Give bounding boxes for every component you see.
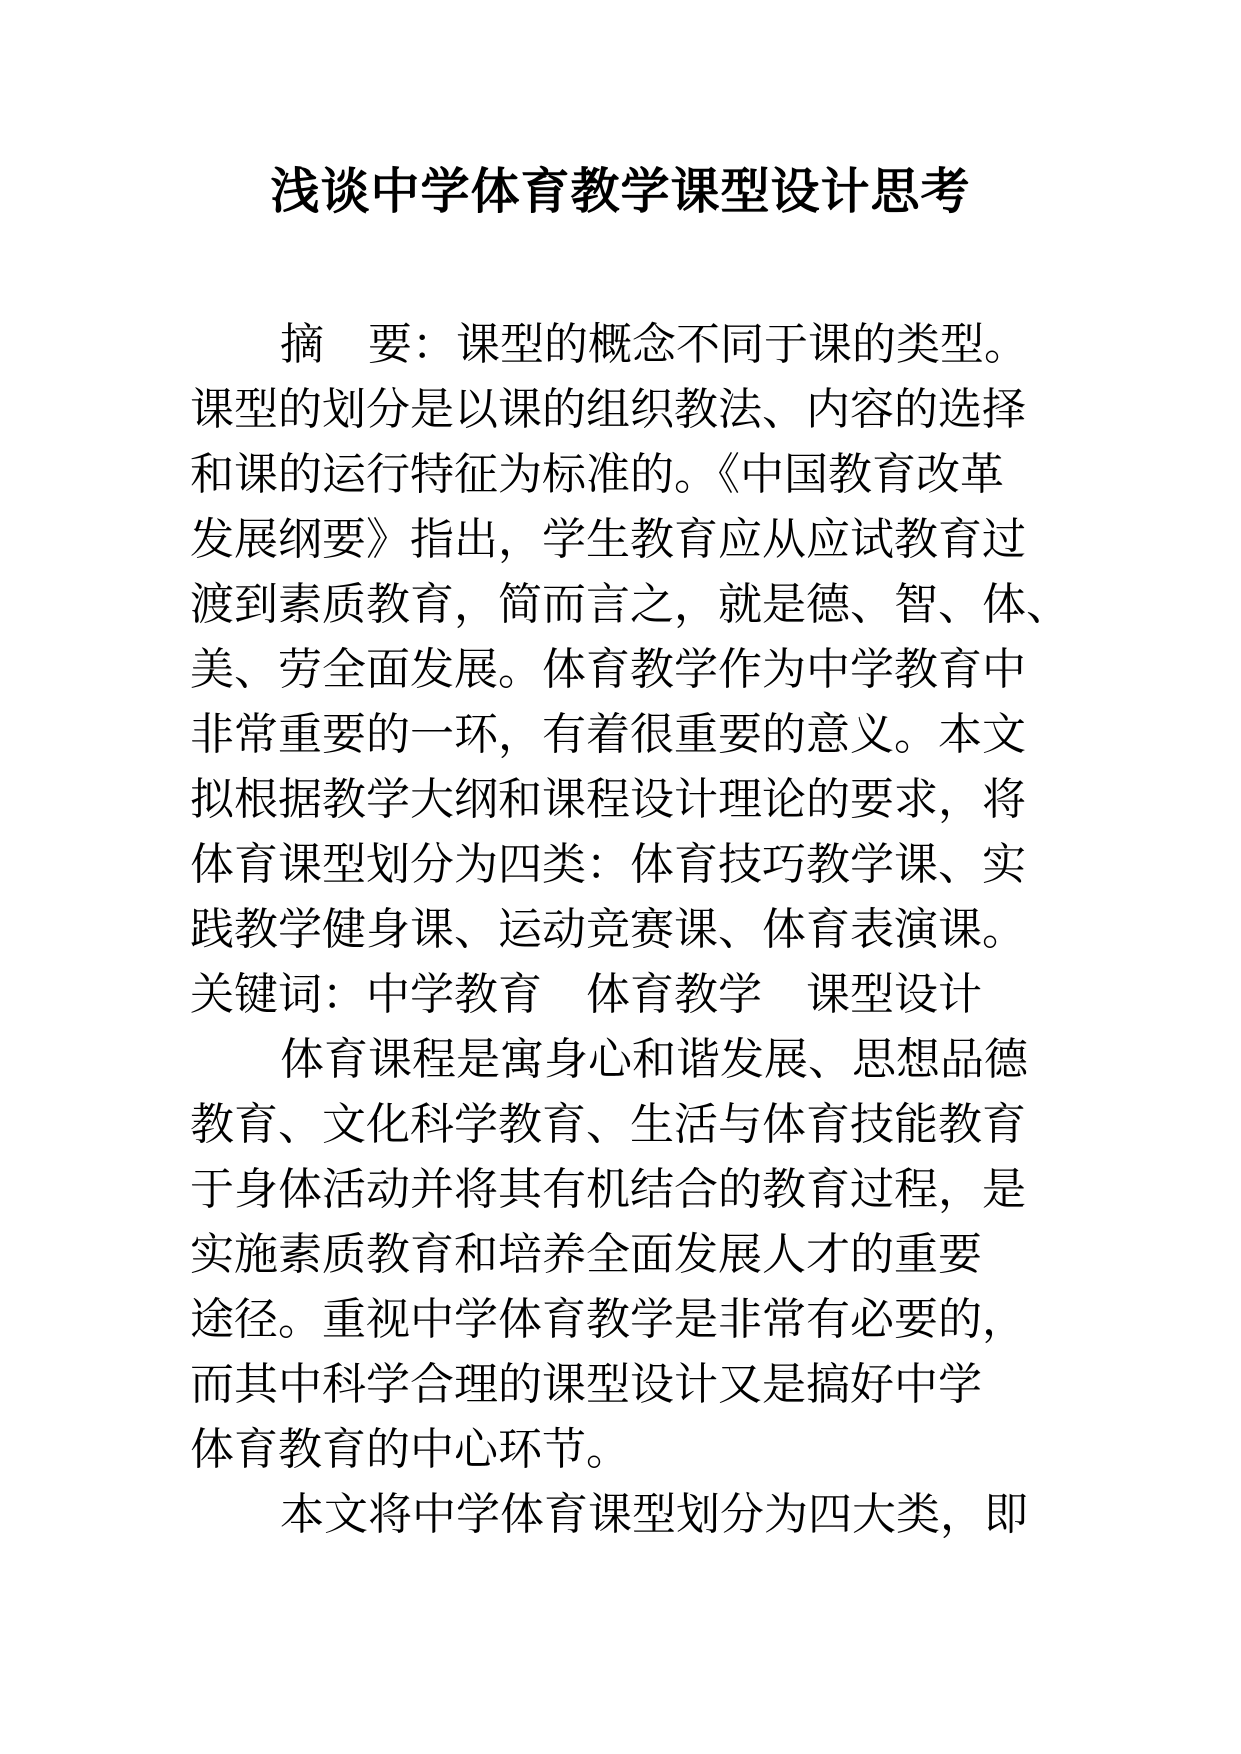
paragraph-line: 而其中科学合理的课型设计又是搞好中学: [190, 1359, 982, 1410]
abstract-line: 拟根据教学大纲和课程设计理论的要求，将: [190, 774, 1026, 825]
paragraph-line: 途径。重视中学体育教学是非常有必要的，: [190, 1294, 1026, 1345]
paragraph-line: 于身体活动并将其有机结合的教育过程，是: [190, 1164, 1026, 1215]
abstract-line: 渡到素质教育，简而言之，就是德、智、体、: [190, 579, 1070, 630]
paragraph-line: 教育、文化科学教育、生活与体育技能教育: [190, 1099, 1026, 1150]
abstract-line: 非常重要的一环，有着很重要的意义。本文: [190, 709, 1026, 760]
keywords-line: 关键词：中学教育 体育教学 课型设计: [190, 969, 982, 1020]
abstract-line: 摘 要：课型的概念不同于课的类型。: [280, 319, 1028, 370]
abstract-line: 课型的划分是以课的组织教法、内容的选择: [190, 384, 1026, 435]
abstract-line: 体育课型划分为四类：体育技巧教学课、实: [190, 839, 1026, 890]
paragraph-line: 体育教育的中心环节。: [190, 1424, 630, 1475]
abstract-line: 践教学健身课、运动竞赛课、体育表演课。: [190, 904, 1026, 955]
abstract-line: 美、劳全面发展。体育教学作为中学教育中: [190, 644, 1026, 695]
document-title: 浅谈中学体育教学课型设计思考: [270, 163, 971, 220]
document-body: [190, 312, 1090, 1547]
paragraph-line: 体育课程是寓身心和谐发展、思想品德: [280, 1034, 1028, 1085]
paragraph-line: 本文将中学体育课型划分为四大类，即: [280, 1489, 1028, 1540]
abstract-line: 和课的运行特征为标准的。《中国教育改革: [190, 449, 1004, 500]
paragraph-line: 实施素质教育和培养全面发展人才的重要: [190, 1229, 982, 1280]
abstract-line: 发展纲要》指出，学生教育应从应试教育过: [190, 514, 1026, 565]
